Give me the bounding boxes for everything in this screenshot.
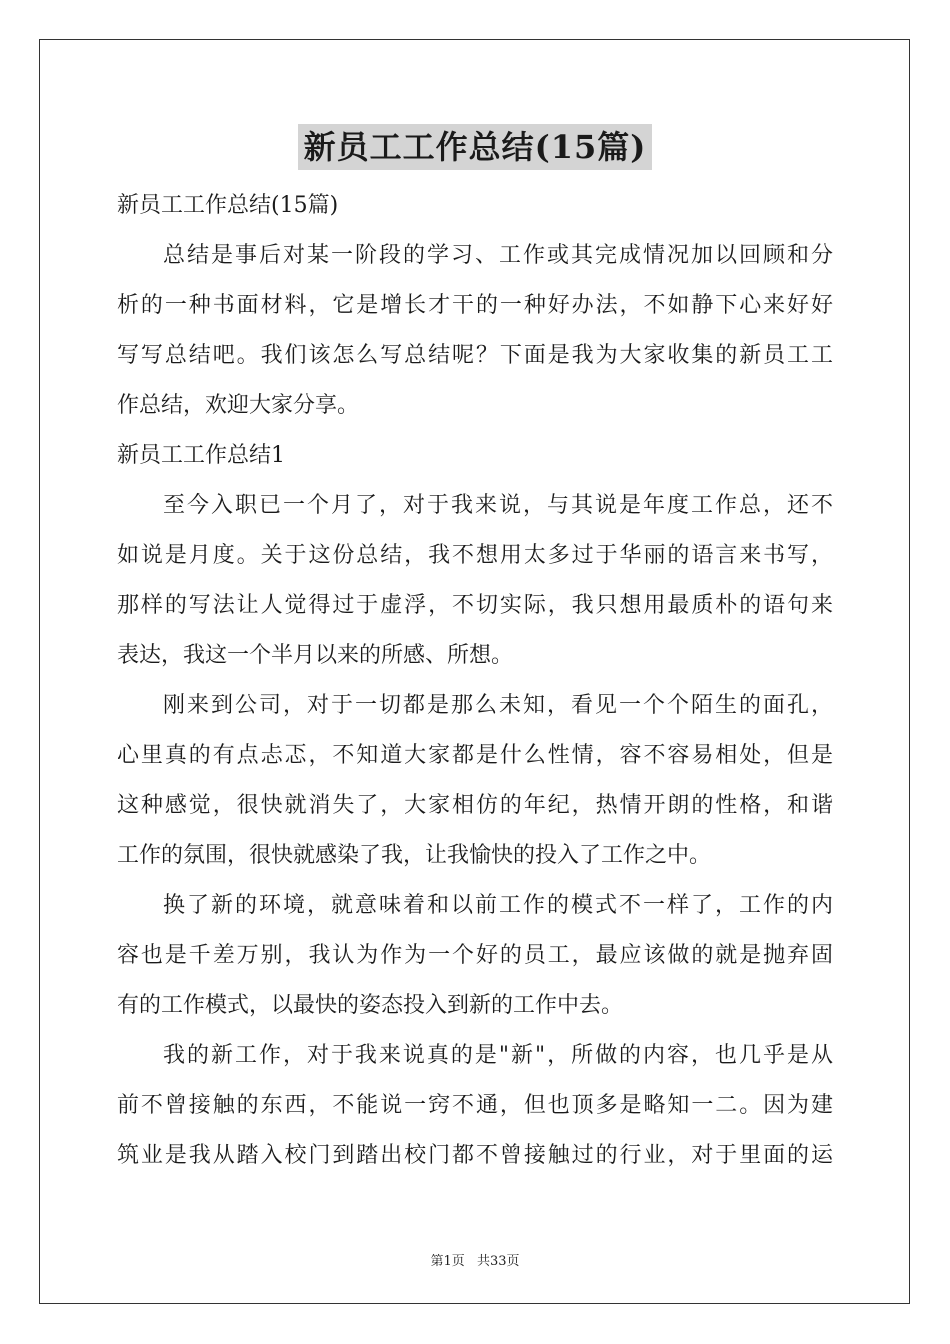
text-line: 容也是千差万别，我认为作为一个好的员工，最应该做的就是抛弃固 [117,943,833,968]
text-line: 如说是月度。关于这份总结，我不想用太多过于华丽的语言来书写， [117,543,833,568]
total-pages: 共33页 [476,1254,520,1269]
text-line: 析的一种书面材料，它是增长才干的一种好办法，不如静下心来好好 [117,293,833,318]
text-line: 刚来到公司，对于一切都是那么未知，看见一个个陌生的面孔， [163,693,833,718]
text-line: 表达，我这一个半月以来的所感、所想。 [117,643,514,668]
text-line: 写写总结吧。我们该怎么写总结呢？下面是我为大家收集的新员工工 [117,343,833,368]
text-line: 那样的写法让人觉得过于虚浮，不切实际，我只想用最质朴的语句来 [117,593,833,618]
text-line: 工作的氛围，很快就感染了我，让我愉快的投入了工作之中。 [117,843,712,868]
text-line: 换了新的环境，就意味着和以前工作的模式不一样了，工作的内 [163,893,833,918]
document-body [117,181,833,1181]
text-line: 新员工工作总结(15篇) [117,193,339,218]
title-container [0,124,950,170]
text-line: 新员工工作总结1 [117,443,285,468]
text-line: 这种感觉，很快就消失了，大家相仿的年纪，热情开朗的性格，和谐 [117,793,833,818]
text-line: 至今入职已一个月了，对于我来说，与其说是年度工作总，还不 [163,493,833,518]
page-number: 第1页 [430,1254,465,1269]
text-line: 我的新工作，对于我来说真的是"新"，所做的内容，也几乎是从 [163,1043,833,1068]
text-line: 前不曾接触的东西，不能说一窍不通，但也顶多是略知一二。因为建 [117,1093,833,1118]
text-line: 有的工作模式，以最快的姿态投入到新的工作中去。 [117,993,624,1018]
document-title: 新员工工作总结(15篇) [298,124,653,170]
text-line: 筑业是我从踏入校门到踏出校门都不曾接触过的行业，对于里面的运 [117,1143,833,1168]
text-line: 心里真的有点忐忑，不知道大家都是什么性情，容不容易相处，但是 [117,743,833,768]
text-line: 总结是事后对某一阶段的学习、工作或其完成情况加以回顾和分 [163,243,833,268]
page-footer [0,1250,950,1269]
text-line: 作总结，欢迎大家分享。 [117,393,360,418]
